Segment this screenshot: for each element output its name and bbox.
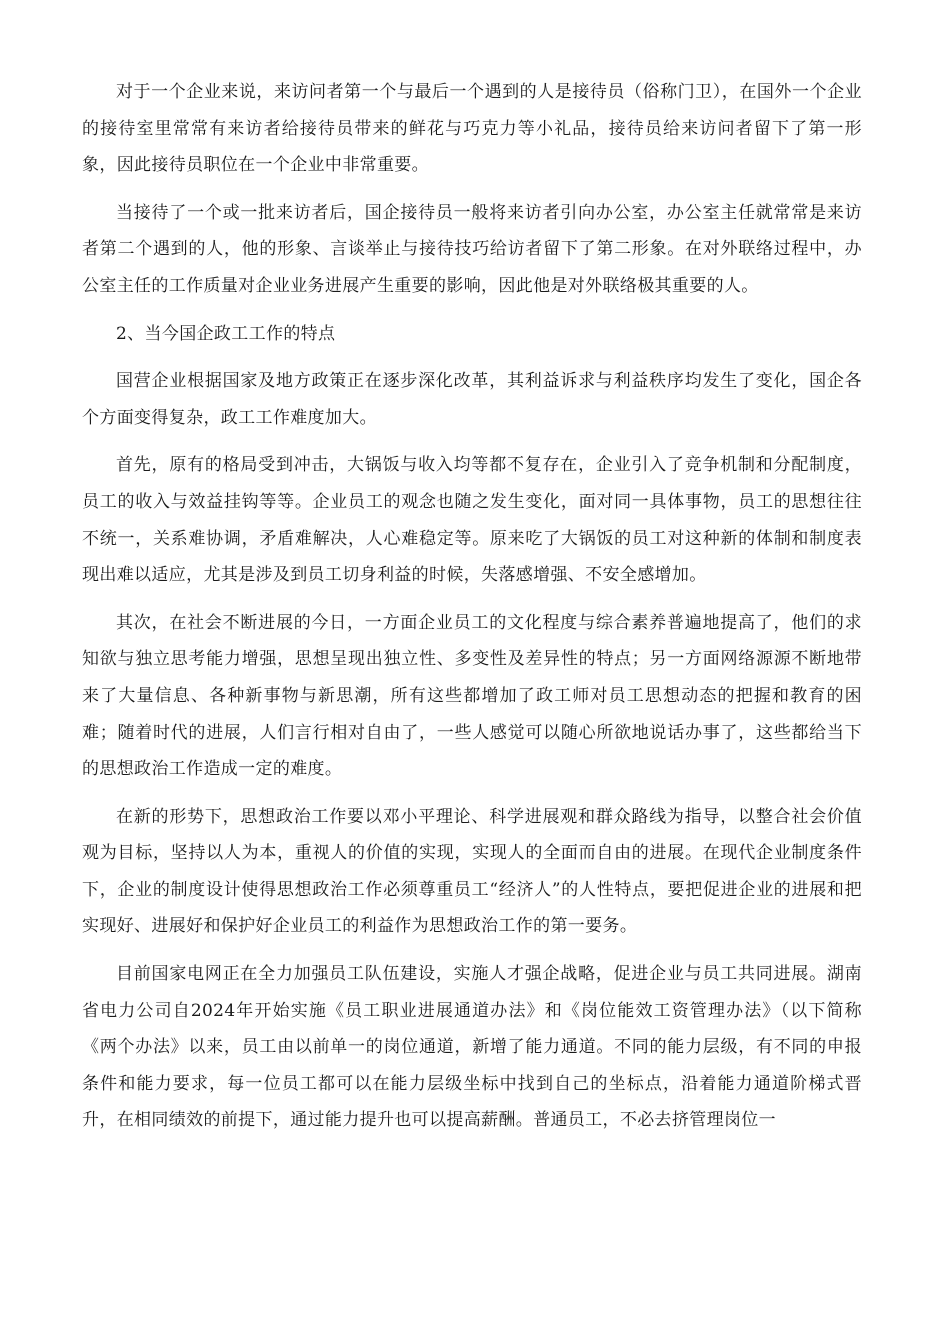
paragraph-reception-staff: 对于一个企业来说，来访问者第一个与最后一个遇到的人是接待员（俗称门卫），在国外一个企业的接待室里常常有来访者给接待员带来的鲜花与巧克力等小礼品，接待员给来访问者留下了第一形象，因此接待员职位在一个企业中非常重要。 [82,82,862,176]
paragraph-reform: 国营企业根据国家及地方政策正在逐步深化改革，其利益诉求与利益秩序均发生了变化，国企各个方面变得复杂，政工工作难度加大。 [82,371,862,428]
paragraph-new-situation: 在新的形势下，思想政治工作要以邓小平理论、科学进展观和群众路线为指导，以整合社会价值观为目标，坚持以人为本，重视人的价值的实现，实现人的全面而自由的进展。在现代企业制度条件下，企业的制度设计使得思想政治工作必须尊重员工“经济人”的人性特点，要把促进企业的进展和把实现好、进展好和保护好企业员工的利益作为思想政治工作的第一要务。 [82,806,862,937]
paragraph-first: 首先，原有的格局受到冲击，大锅饭与收入均等都不复存在，企业引入了竞争机制和分配制度，员工的收入与效益挂钩等等。企业员工的观念也随之发生变化，面对同一具体事物，员工的思想往往不统一，关系难协调，矛盾难解决，人心难稳定等。原来吃了大锅饭的员工对这种新的体制和制度表现出难以适应，尤其是涉及到员工切身利益的时候，失落感增强、不安全感增加。 [82,455,862,586]
document-body [82,74,862,1150]
paragraph-state-grid: 目前国家电网正在全力加强员工队伍建设，实施人才强企战略，促进企业与员工共同进展。湖南省电力公司自2024年开始实施《员工职业进展通道办法》和《岗位能效工资管理办法》（以下简称《两个办法》以来，员工由以前单一的岗位通道，新增了能力通道。不同的能力层级，有不同的申报条件和能力要求，每一位员工都可以在能力层级坐标中找到自己的坐标点，沿着能力通道阶梯式晋升，在相同绩效的前提下，通过能力提升也可以提高薪酬。普通员工，不必去挤管理岗位一 [82,964,862,1131]
paragraph-office-director: 当接待了一个或一批来访者后，国企接待员一般将来访者引向办公室，办公室主任就常常是来访者第二个遇到的人，他的形象、言谈举止与接待技巧给访者留下了第二形象。在对外联络过程中，办公室主任的工作质量对企业业务进展产生重要的影响，因此他是对外联络极其重要的人。 [82,202,862,296]
section-heading-2: 2、当今国企政工工作的特点 [116,323,336,344]
paragraph-second: 其次，在社会不断进展的今日，一方面企业员工的文化程度与综合素养普遍地提高了，他们的求知欲与独立思考能力增强，思想呈现出独立性、多变性及差异性的特点；另一方面网络源源不断地带来了大量信息、各种新事物与新思潮，所有这些都增加了政工师对员工思想动态的把握和教育的困难；随着时代的进展，人们言行相对自由了，一些人感觉可以随心所欲地说话办事了，这些都给当下的思想政治工作造成一定的难度。 [82,612,862,780]
